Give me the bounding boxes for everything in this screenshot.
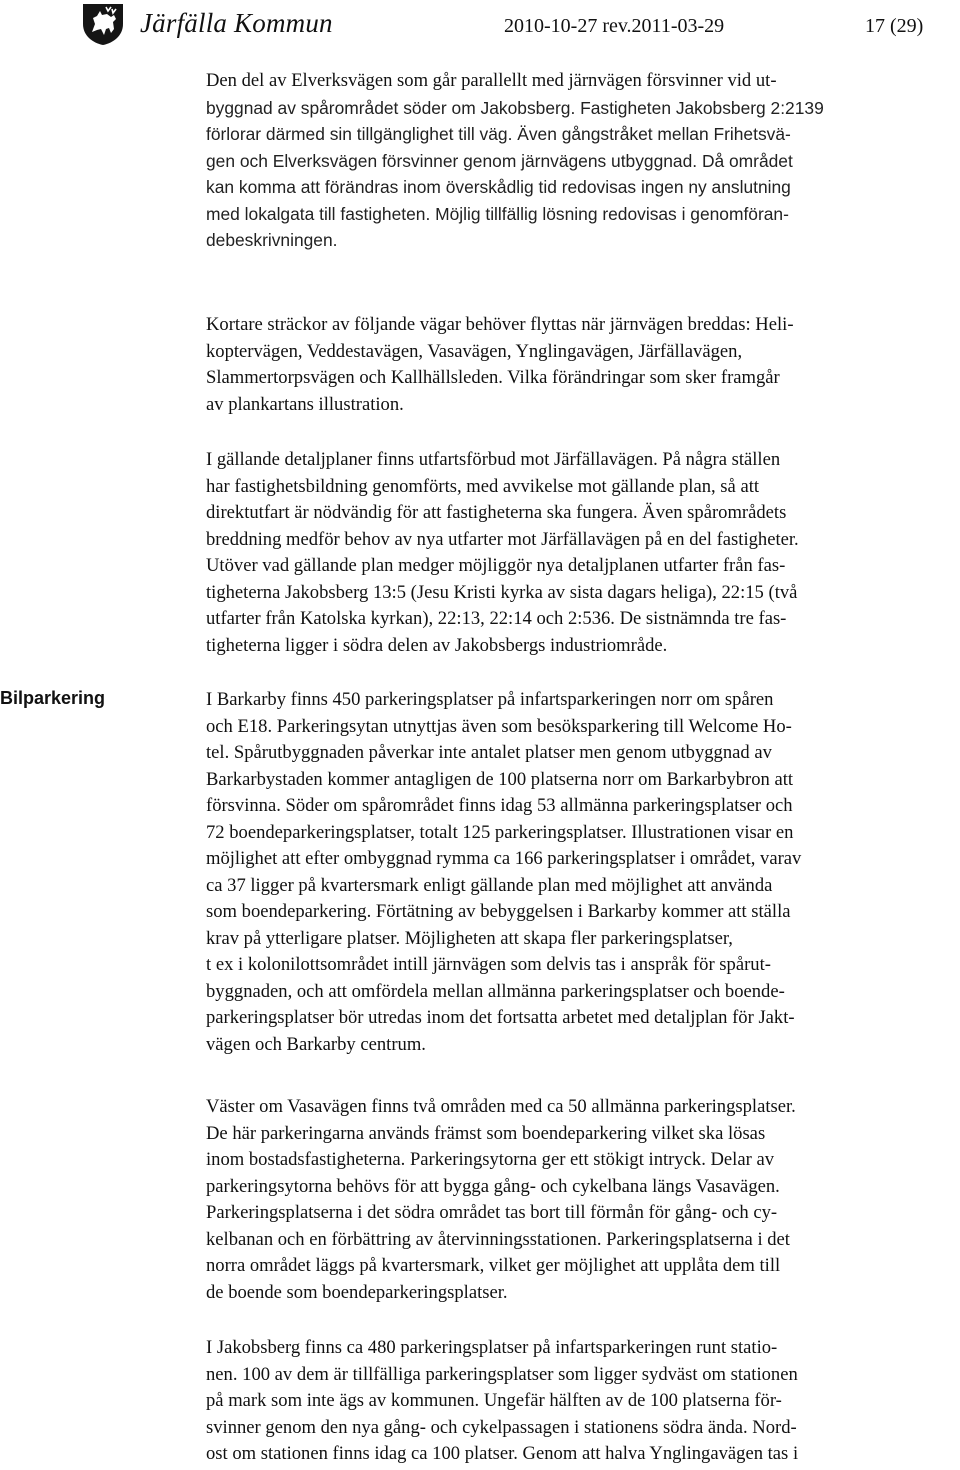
paragraph-barkarby-parking	[206, 687, 956, 1058]
text-line: t ex i kolonilottsområdet intill järnvägen som delvis tas i anspråk för spårut-	[206, 954, 771, 975]
text-line: utfarter från Katolska kyrkan), 22:13, 22:14 och 2:536. De sistnämnda tre fas-	[206, 608, 787, 629]
text-line: och E18. Parkeringsytan utnyttjas även som besöksparkering till Welcome Ho-	[206, 715, 792, 737]
text-line: tigheterna ligger i södra delen av Jakobsbergs industriområde.	[206, 634, 668, 656]
paragraph-exit-ban	[206, 447, 956, 659]
text-line: byggnaden, och att omfördela mellan allmänna parkeringsplatser och boende-	[206, 980, 785, 1002]
text-line: med lokalgata till fastigheten. Möjlig tillfällig lösning redovisas i genomföran-	[206, 203, 789, 224]
coat-of-arms-icon	[80, 2, 126, 46]
text-line: direktutfart är nödvändig för att fastigheterna ska fungera. Även spårområdets	[206, 502, 787, 523]
text-line: förlorar därmed sin tillgänglighet till väg. Även gångstråket mellan Frihetsvä-	[206, 124, 791, 144]
text-line: inom bostadsfastigheterna. Parkeringsytorna ger ett stökigt intryck. Delar av	[206, 1149, 774, 1170]
text-line: krav på ytterligare platser. Möjligheten att skapa fler parkeringsplatser,	[206, 927, 733, 949]
text-line: I gällande detaljplaner finns utfartsförbud mot Järfällavägen. På några ställen	[206, 449, 781, 470]
text-line: breddning medför behov av nya utfarter mot Järfällavägen på en del fastigheter.	[206, 528, 799, 550]
text-line: ost om stationen finns idag ca 100 platser. Genom att halva Ynglingavägen tas i	[206, 1443, 799, 1464]
text-line: försvinna. Söder om spårområdet finns idag 53 allmänna parkeringsplatser och	[206, 795, 793, 816]
text-line: har fastighetsbildning genomförts, med avvikelse mot gällande plan, så att	[206, 475, 760, 497]
text-line: tigheterna Jakobsberg 13:5 (Jesu Kristi kyrka av sista dagars heliga), 22:15 (två	[206, 581, 798, 603]
text-line: gen och Elverksvägen försvinner genom järnvägens utbyggnad. Då området	[206, 150, 793, 171]
text-line: som boendeparkering. Förtätning av bebyggelsen i Barkarby kommer att ställa	[206, 901, 791, 922]
text-line: tel. Spårutbyggnaden påverkar inte antalet platser men genom utbyggnad av	[206, 742, 772, 763]
text-line: kelbanan och en förbättring av återvinningsstationen. Parkeringsplatserna i det	[206, 1228, 790, 1250]
page-header	[0, 0, 960, 50]
text-line: av plankartans illustration.	[206, 393, 404, 415]
text-line: I Jakobsberg finns ca 480 parkeringsplatser på infartsparkeringen runt statio-	[206, 1337, 778, 1358]
page-number: 17 (29)	[865, 15, 924, 37]
paragraph-vasavagen-parking	[206, 1094, 956, 1306]
text-line: Barkarbystaden kommer antagligen de 100 platserna norr om Barkarbybron att	[206, 768, 794, 790]
section-label-parking: Bilparkering	[0, 688, 106, 708]
text-line: kan komma att förändras inom överskådlig tid redovisas ingen ny anslutning	[206, 177, 791, 197]
text-line: I Barkarby finns 450 parkeringsplatser på infartsparkeringen norr om spåren	[206, 689, 774, 710]
text-line: Den del av Elverksvägen som går parallellt med järnvägen försvinner vid ut-	[206, 70, 777, 91]
text-line: Slammertorpsvägen och Kallhällsleden. Vilka förändringar som sker framgår	[206, 367, 780, 388]
text-line: 72 boendeparkeringsplatser, totalt 125 parkeringsplatser. Illustrationen visar en	[206, 821, 794, 843]
text-line: byggnad av spårområdet söder om Jakobsberg. Fastigheten Jakobsberg 2:2139	[206, 97, 824, 118]
text-line: på mark som inte ägs av kommunen. Ungefär hälften av de 100 platserna för-	[206, 1390, 782, 1411]
municipality-logo-text: Järfälla Kommun	[140, 8, 333, 38]
text-line: svinner genom den nya gång- och cykelpassagen i stationens södra ända. Nord-	[206, 1416, 797, 1438]
text-line: parkeringsplatser bör utredas inom det fortsatta arbetet med detaljplan för Jakt-	[206, 1007, 795, 1028]
text-line: norra området läggs på kvartersmark, vilket ger möjlighet att upplåta dem till	[206, 1255, 781, 1276]
text-line: Utöver vad gällande plan medger möjliggör nya detaljplanen utfarter från fas-	[206, 555, 786, 576]
text-line: koptervägen, Veddestavägen, Vasavägen, Ynglingavägen, Järfällavägen,	[206, 340, 743, 362]
text-line: debeskrivningen.	[206, 230, 338, 250]
document-date: 2010-10-27 rev.2011-03-29	[504, 15, 725, 37]
text-line: Väster om Vasavägen finns två områden med ca 50 allmänna parkeringsplatser.	[206, 1096, 796, 1117]
text-line: ca 37 ligger på kvartersmark enligt gällande plan med möjlighet att använda	[206, 874, 773, 896]
text-line: Parkeringsplatserna i det södra området tas bort till förmån för gång- och cy-	[206, 1202, 778, 1223]
text-line: Kortare sträckor av följande vägar behöver flyttas när järnvägen breddas: Heli-	[206, 314, 794, 335]
text-line: nen. 100 av dem är tillfälliga parkeringsplatser som ligger sydväst om stationen	[206, 1363, 798, 1385]
text-line: möjlighet att efter ombyggnad rymma ca 166 parkeringsplatser i området, varav	[206, 848, 802, 869]
text-line: De här parkeringarna används främst som boendeparkering vilket ska lösas	[206, 1122, 766, 1144]
text-line: de boende som boendeparkeringsplatser.	[206, 1281, 508, 1303]
paragraph-elverksvagen	[206, 68, 956, 254]
text-line: vägen och Barkarby centrum.	[206, 1033, 426, 1055]
paragraph-road-relocation	[206, 312, 956, 418]
text-line: parkeringsytorna behövs för att bygga gång- och cykelbana längs Vasavägen.	[206, 1175, 780, 1197]
paragraph-jakobsberg-parking	[206, 1335, 956, 1468]
